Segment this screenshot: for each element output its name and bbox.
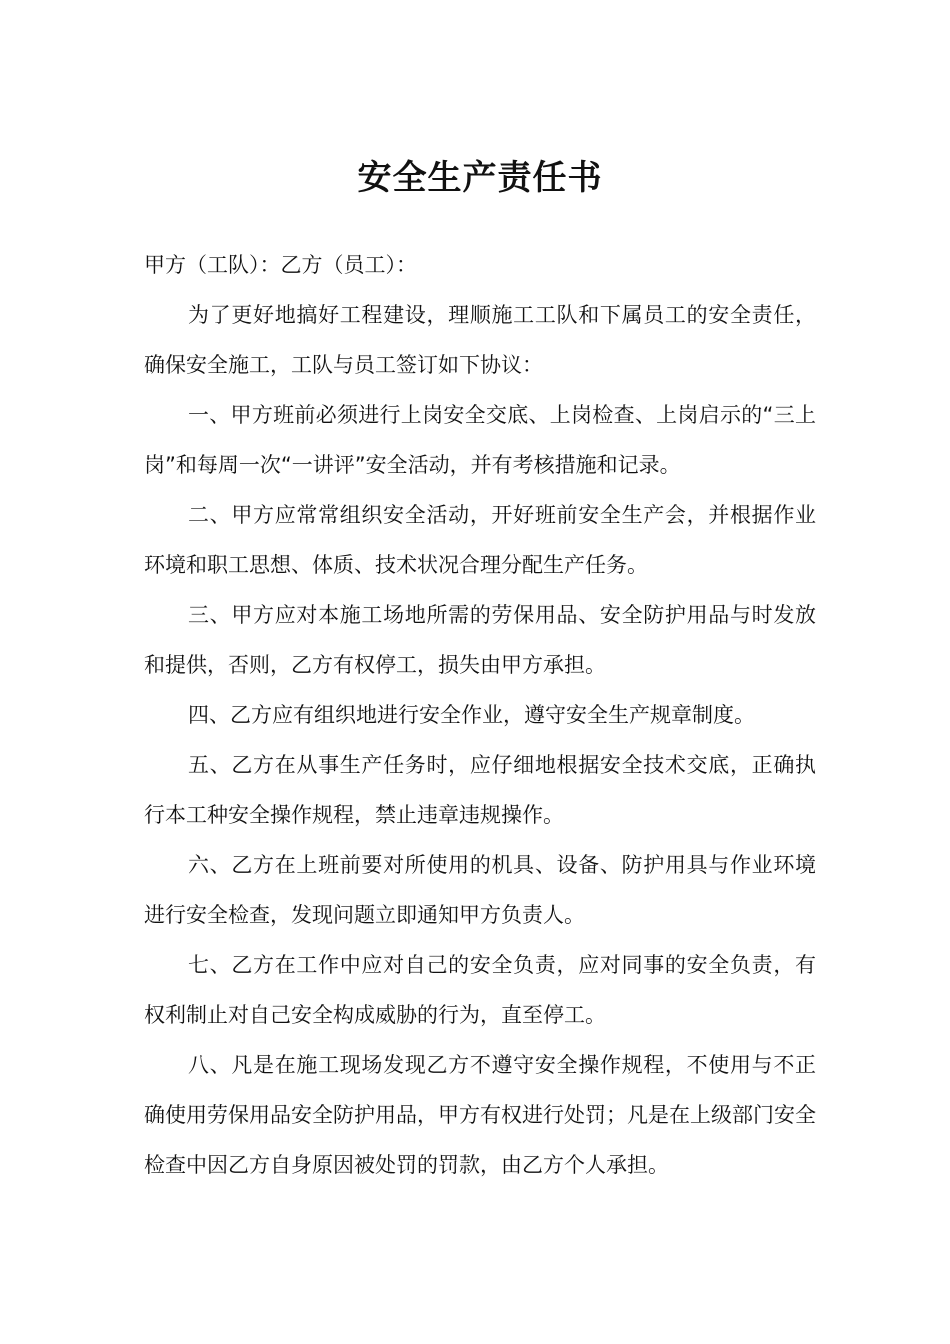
paragraph-clause-2: 二、甲方应常常组织安全活动，开好班前安全生产会，并根据作业环境和职工思想、体质、技术状况合理分配生产任务。 [144,503,816,577]
paragraph-clause-3: 三、甲方应对本施工场地所需的劳保用品、安全防护用品与时发放和提供，否则，乙方有权停工，损失由甲方承担。 [144,603,816,677]
paragraph-clause-1: 一、甲方班前必须进行上岗安全交底、上岗检查、上岗启示的“三上岗”和每周一次“一讲评”安全活动，并有考核措施和记录。 [144,403,816,477]
paragraph-clause-8: 八、凡是在施工现场发现乙方不遵守安全操作规程，不使用与不正确使用劳保用品安全防护用品，甲方有权进行处罚；凡是在上级部门安全检查中因乙方自身原因被处罚的罚款，由乙方个人承担。 [144,1053,816,1177]
paragraph-clause-7: 七、乙方在工作中应对自己的安全负责，应对同事的安全负责，有权利制止对自己安全构成威胁的行为，直至停工。 [144,953,816,1027]
parties-line: 甲方（工队）：乙方（员工）： [144,253,417,277]
paragraph-intro: 为了更好地搞好工程建设，理顺施工工队和下属员工的安全责任，确保安全施工，工队与员工签订如下协议： [144,303,816,377]
document-page [144,150,816,1190]
paragraph-clause-4: 四、乙方应有组织地进行安全作业，遵守安全生产规章制度。 [188,703,755,727]
document-title: 安全生产责任书 [357,158,603,198]
paragraph-clause-6: 六、乙方在上班前要对所使用的机具、设备、防护用具与作业环境进行安全检查，发现问题立即通知甲方负责人。 [144,853,816,927]
paragraph-clause-5: 五、乙方在从事生产任务时，应仔细地根据安全技术交底，正确执行本工种安全操作规程，禁止违章违规操作。 [144,753,816,827]
